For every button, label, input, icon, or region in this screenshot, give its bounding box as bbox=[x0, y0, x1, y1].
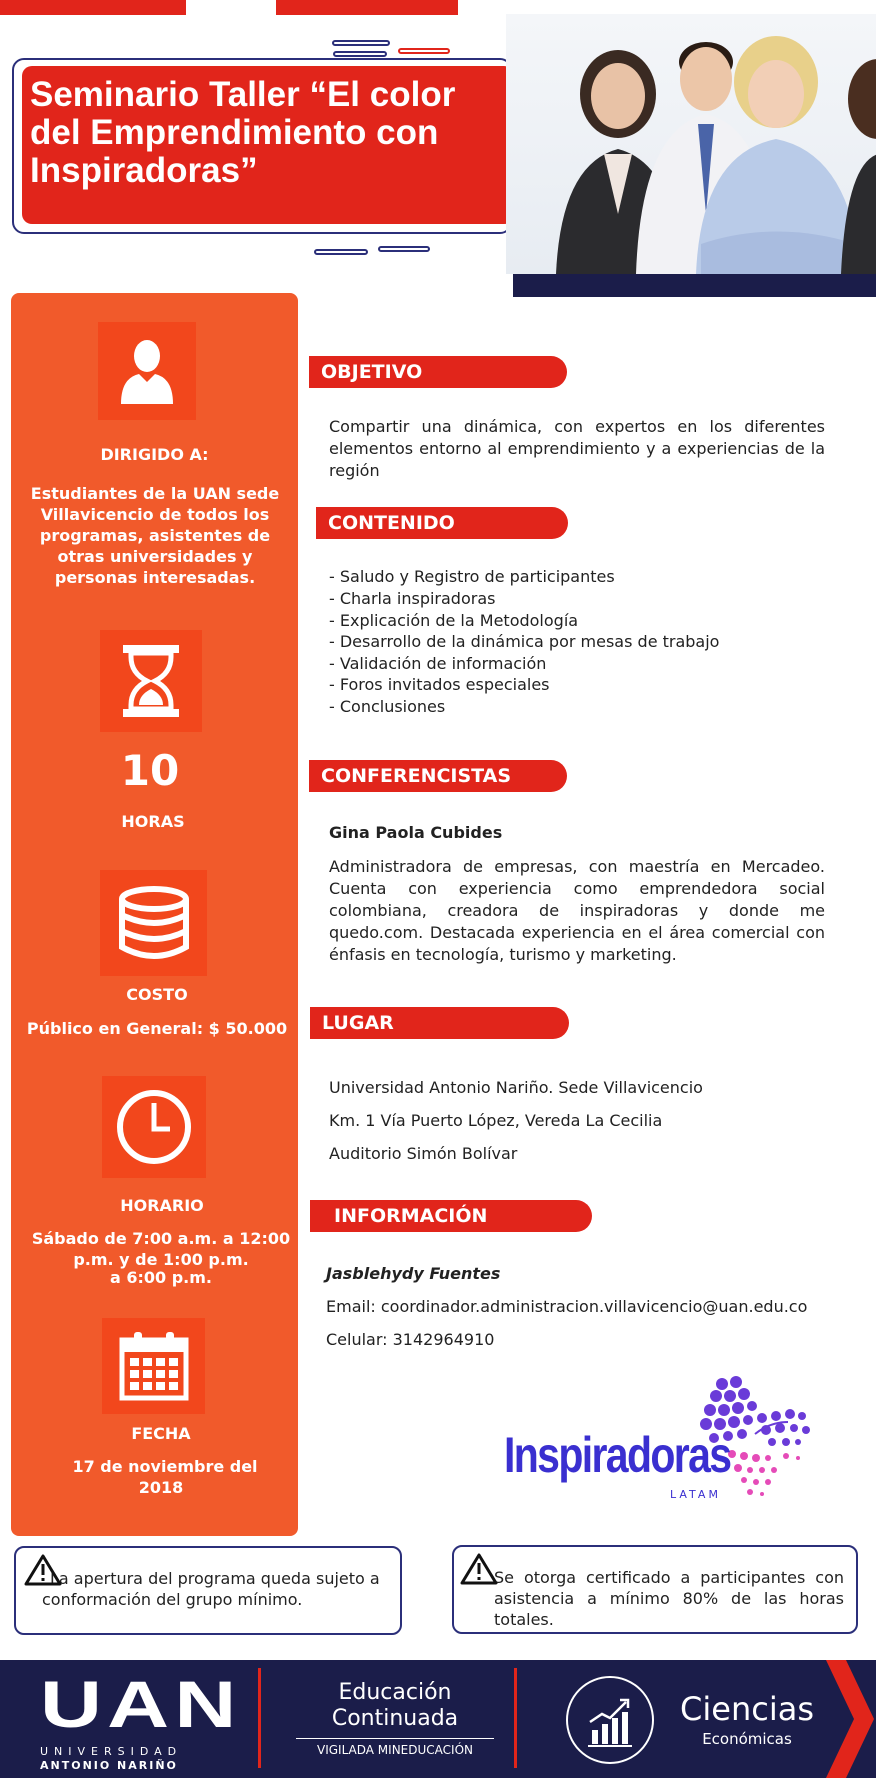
horario-line2: p.m. y de 1:00 p.m. bbox=[73, 1250, 249, 1269]
person-icon bbox=[117, 338, 177, 404]
edu-line2: Continuada bbox=[331, 1706, 459, 1731]
contenido-item: - Explicación de la Metodología bbox=[329, 611, 579, 630]
hourglass-icon bbox=[119, 643, 183, 719]
top-bar-left bbox=[0, 0, 186, 15]
horas-value: 10 bbox=[120, 746, 180, 795]
horario-line1: Sábado de 7:00 a.m. a 12:00 bbox=[31, 1229, 291, 1248]
warning-icon bbox=[24, 1554, 62, 1586]
horas-label: HORAS bbox=[121, 812, 185, 831]
footer bbox=[0, 1660, 876, 1778]
calendar-icon bbox=[118, 1330, 190, 1402]
growth-chart-icon bbox=[568, 1678, 652, 1762]
top-bar-center bbox=[276, 0, 458, 15]
calendar-icon-box bbox=[102, 1318, 205, 1414]
contenido-item: - Foros invitados especiales bbox=[329, 675, 550, 694]
contact-name: Jasblehydy Fuentes bbox=[326, 1264, 501, 1283]
lugar-line: Universidad Antonio Nariño. Sede Villavicencio bbox=[329, 1078, 703, 1097]
contenido-item: - Conclusiones bbox=[329, 697, 446, 716]
fecha-label: FECHA bbox=[131, 1424, 191, 1443]
horario-label: HORARIO bbox=[120, 1196, 204, 1215]
vigilada-text: VIGILADA MINEDUCACIÓN bbox=[296, 1738, 494, 1757]
horario-line3: a 6:00 p.m. bbox=[109, 1268, 212, 1287]
logo-wordmark: Inspiradoras bbox=[504, 1427, 731, 1483]
footer-divider bbox=[514, 1668, 517, 1768]
fecha-line1: 17 de noviembre del bbox=[72, 1457, 258, 1476]
edu-line1: Educación bbox=[338, 1680, 452, 1705]
person-icon-box bbox=[98, 322, 196, 420]
contact-phone: Celular: 3142964910 bbox=[326, 1330, 495, 1349]
note-certificate bbox=[452, 1545, 858, 1634]
hourglass-icon-box bbox=[100, 630, 202, 732]
clock-icon bbox=[114, 1087, 194, 1167]
decor-pill bbox=[314, 249, 368, 255]
uan-logo: UAN bbox=[40, 1667, 242, 1741]
conferencistas-heading: CONFERENCISTAS bbox=[309, 760, 567, 792]
database-icon-box bbox=[100, 870, 207, 976]
contenido-item: - Saludo y Registro de participantes bbox=[329, 567, 615, 586]
contenido-item: - Validación de información bbox=[329, 654, 547, 673]
uni-line1: UNIVERSIDAD bbox=[40, 1745, 183, 1758]
contenido-item: - Desarrollo de la dinámica por mesas de trabajo bbox=[329, 632, 720, 651]
uni-line2: ANTONIO NARIÑO bbox=[40, 1759, 178, 1772]
economicas-text: Económicas bbox=[702, 1730, 792, 1748]
clock-icon-box bbox=[102, 1076, 206, 1178]
costo-label: COSTO bbox=[126, 985, 188, 1004]
page-title: Seminario Taller “El color del Emprendimiento con Inspiradoras” bbox=[30, 75, 456, 190]
decor-pill bbox=[333, 51, 387, 57]
lugar-heading: LUGAR bbox=[310, 1007, 569, 1039]
logo-sub: LATAM bbox=[670, 1488, 721, 1501]
note-minimum-group-text: La apertura del programa queda sujeto a conformación del grupo mínimo. bbox=[42, 1569, 380, 1609]
speaker-name: Gina Paola Cubides bbox=[329, 823, 503, 842]
footer-divider bbox=[258, 1668, 261, 1768]
decor-pill bbox=[398, 48, 450, 54]
objetivo-heading: OBJETIVO bbox=[309, 356, 567, 388]
objetivo-text: Compartir una dinámica, con expertos en los diferentes elementos entorno al emprendimiento y a experiencias de la región bbox=[329, 417, 825, 480]
dirigido-label: DIRIGIDO A: bbox=[100, 445, 209, 464]
contenido-item: - Charla inspiradoras bbox=[329, 589, 496, 608]
note-minimum-group bbox=[14, 1546, 402, 1635]
decor-pill bbox=[332, 40, 390, 46]
fecha-line2: 2018 bbox=[138, 1478, 184, 1497]
speaker-bio: Administradora de empresas, con maestría en Mercadeo. Cuenta con experiencia como emprendedora social colombiana, creadora de inspiradoras y donde me quedo.com. Destacada experiencia en el área comercial con énfasis en tecnología, turismo y marketing. bbox=[329, 857, 825, 964]
contact-email[interactable]: Email: coordinador.administracion.villavicencio@uan.edu.co bbox=[326, 1297, 808, 1316]
footer-arrow bbox=[826, 1660, 876, 1778]
note-certificate-text: Se otorga certificado a participantes con asistencia a mínimo 80% de las horas totales. bbox=[494, 1568, 844, 1629]
database-icon bbox=[116, 885, 192, 961]
informacion-heading: INFORMACIÓN bbox=[310, 1200, 592, 1232]
lugar-line: Km. 1 Vía Puerto López, Vereda La Cecilia bbox=[329, 1111, 663, 1130]
decor-pill bbox=[378, 246, 430, 252]
growth-chart-icon-circle bbox=[566, 1676, 654, 1764]
ciencias-text: Ciencias bbox=[680, 1690, 814, 1728]
inspiradoras-logo bbox=[500, 1372, 820, 1512]
contenido-heading: CONTENIDO bbox=[316, 507, 568, 539]
dirigido-text: Estudiantes de la UAN sede Villavicencio de todos los programas, asistentes de otras universidades y personas interesadas. bbox=[30, 484, 280, 587]
warning-icon bbox=[460, 1553, 498, 1585]
team-photo bbox=[506, 14, 876, 274]
lugar-line: Auditorio Simón Bolívar bbox=[329, 1144, 518, 1163]
costo-text: Público en General: $ 50.000 bbox=[26, 1019, 288, 1038]
